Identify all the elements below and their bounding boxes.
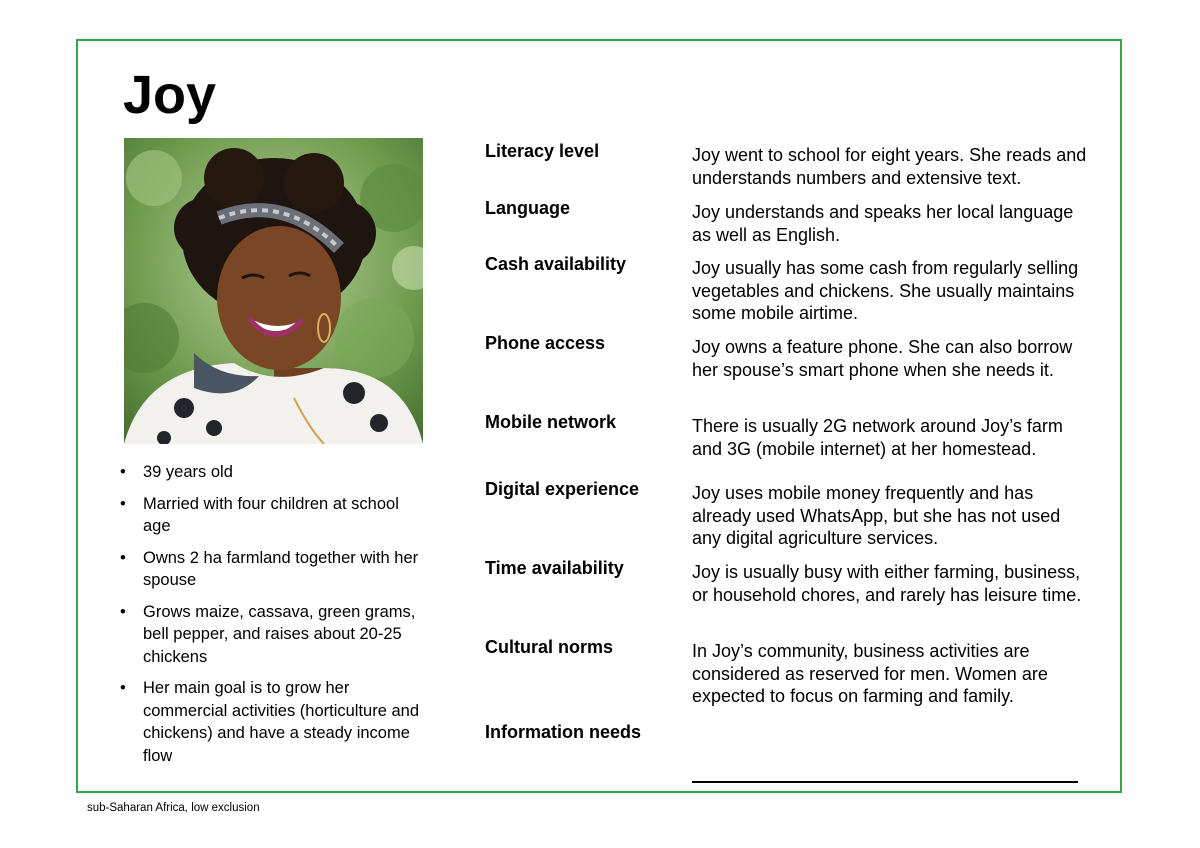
persona-portrait-image: [124, 138, 423, 444]
value-time-availability: Joy is usually busy with either farming, business, or household chores, and rarely has leisure time.: [692, 562, 1082, 605]
label-time-availability: Time availability: [485, 558, 624, 578]
fact-item: • Her main goal is to grow her commercial activities (horticulture and chickens) and have a steady income flow: [120, 677, 420, 767]
fact-item: • Married with four children at school age: [120, 493, 420, 538]
fact-item: • 39 years old: [120, 461, 420, 484]
value-cash-availability: Joy usually has some cash from regularly selling vegetables and chickens. She usually maintains some mobile airtime.: [692, 258, 1079, 323]
persona-name: Joy: [123, 65, 217, 125]
label-mobile-network: Mobile network: [485, 412, 617, 432]
persona-facts: [120, 461, 420, 776]
label-phone-access: Phone access: [485, 333, 606, 353]
label-cash-availability: Cash availability: [485, 254, 627, 274]
fact-item: • Grows maize, cassava, green grams, bell pepper, and raises about 20-25 chickens: [120, 601, 420, 669]
information-needs-answer-line: [692, 781, 1078, 783]
label-cultural-norms: Cultural norms: [485, 637, 614, 657]
value-mobile-network: There is usually 2G network around Joy’s farm and 3G (mobile internet) at her homestead.: [692, 416, 1063, 459]
label-literacy-level: Literacy level: [485, 141, 600, 161]
value-cultural-norms: In Joy’s community, business activities are considered as reserved for men. Women are expected to focus on farming and family.: [692, 641, 1048, 706]
footer-note: sub-Saharan Africa, low exclusion: [87, 802, 260, 814]
label-digital-experience: Digital experience: [485, 479, 640, 499]
fact-item: • Owns 2 ha farmland together with her spouse: [120, 547, 420, 592]
label-information-needs: Information needs: [485, 722, 642, 742]
value-phone-access: Joy owns a feature phone. She can also borrow her spouse’s smart phone when she needs it.: [692, 337, 1073, 380]
value-literacy-level: Joy went to school for eight years. She reads and understands numbers and extensive text.: [692, 145, 1087, 188]
label-language: Language: [485, 198, 571, 218]
persona-photo: [124, 138, 423, 444]
value-digital-experience: Joy uses mobile money frequently and has already used WhatsApp, but she has not used any digital agriculture services.: [692, 483, 1061, 548]
value-language: Joy understands and speaks her local language as well as English.: [692, 202, 1074, 245]
